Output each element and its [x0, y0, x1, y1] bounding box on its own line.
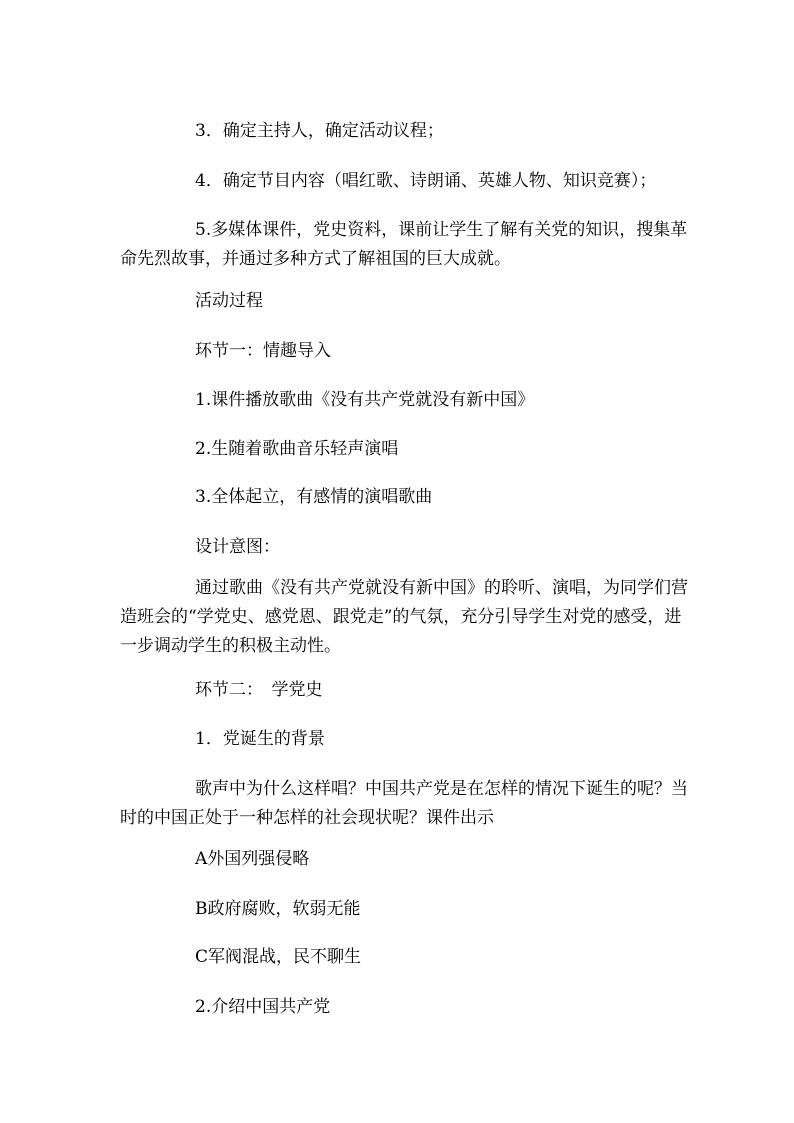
paragraph-introduce-party: 2.介绍中国共产党	[195, 997, 331, 1017]
list-item-c: C军阀混战，民不聊生	[195, 947, 362, 967]
paragraph-step-3: 3.全体起立，有感情的演唱歌曲	[195, 487, 433, 507]
paragraph-prep-multimedia: 5.多媒体课件，党史资料，课前让学生了解有关党的知识，搜集革命先烈故事，并通过多种方式了解祖国的巨大成就。	[120, 220, 688, 269]
section-heading-part-one: 环节一：情趣导入	[195, 341, 331, 361]
section-heading-activity-process: 活动过程	[195, 291, 263, 311]
paragraph-step-1: 1.课件播放歌曲《没有共产党就没有新中国》	[195, 390, 535, 410]
paragraph-party-background: 1．党诞生的背景	[195, 729, 325, 749]
list-item-a: A外国列强侵略	[195, 849, 310, 869]
paragraph-design-intent: 通过歌曲《没有共产党就没有新中国》的聆听、演唱，为同学们营造班会的“学党史、感党恩、跟党走”的气氛，充分引导学生对党的感受，进一步调动学生的积极主动性。	[120, 578, 688, 656]
paragraph-step-2: 2.生随着歌曲音乐轻声演唱	[195, 439, 399, 459]
section-heading-design-intent: 设计意图：	[195, 537, 280, 557]
list-item-b: B政府腐败，软弱无能	[195, 899, 361, 919]
paragraph-prep-host: 3．确定主持人，确定活动议程；	[195, 121, 444, 141]
paragraph-question: 歌声中为什么这样唱？中国共产党是在怎样的情况下诞生的呢？当时的中国正处于一种怎样的社会现状呢？课件出示	[120, 779, 688, 828]
paragraph-prep-program: 4．确定节目内容（唱红歌、诗朗诵、英雄人物、知识竞赛）；	[195, 171, 657, 191]
section-heading-part-two: 环节二： 学党史	[195, 680, 323, 700]
